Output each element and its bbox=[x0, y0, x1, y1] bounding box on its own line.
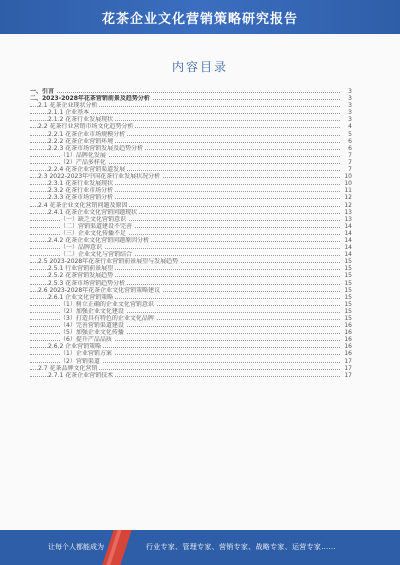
toc-entry-label: 2.2.2 花茶企业营销环境 bbox=[48, 137, 114, 145]
toc-entry[interactable] bbox=[30, 95, 352, 102]
toc-entry-page-number: 15 bbox=[340, 265, 352, 272]
toc-entry[interactable] bbox=[30, 287, 352, 294]
toc-entry-page-number: 3 bbox=[340, 102, 352, 109]
footer-slogan-left: 让每个人都能成为 bbox=[48, 543, 104, 551]
toc-entry-label: 2.3 2022-2023年中国花茶行业发展状况分析 bbox=[38, 173, 161, 181]
toc-leader-dots bbox=[30, 92, 340, 93]
toc-entry-label: 2.4.1 花茶企业文化营销问题现状 bbox=[48, 208, 138, 216]
toc-entry[interactable] bbox=[30, 272, 352, 279]
toc-entry[interactable] bbox=[30, 166, 352, 173]
toc-entry-label: （2）营销渠道 bbox=[60, 357, 100, 365]
toc-entry[interactable] bbox=[30, 350, 352, 357]
toc-entry-label: 2.4.2 花茶企业文化营销问题原因分析 bbox=[48, 236, 150, 244]
toc-entry-label: （1）企业营销方案 bbox=[60, 350, 112, 358]
toc-entry-page-number: 14 bbox=[340, 244, 352, 251]
footer-slogan-right: 行业专家、管理专家、营销专家、战略专家、运营专家…… bbox=[146, 543, 336, 551]
toc-entry-page-number: 6 bbox=[340, 138, 352, 145]
toc-entry-label: 2.6.2 企业营销策略 bbox=[48, 343, 102, 351]
toc-entry-page-number: 7 bbox=[340, 166, 352, 173]
toc-entry-page-number: 16 bbox=[340, 336, 352, 343]
toc-entry-page-number: 16 bbox=[340, 343, 352, 350]
toc-entry-label: 2.2.1 花茶企业市场规模分析 bbox=[48, 130, 126, 138]
toc-entry-label: 2.2.3 花茶市场营销发展及趋势分析 bbox=[48, 144, 144, 152]
toc-entry[interactable] bbox=[30, 159, 352, 166]
toc-entry[interactable] bbox=[30, 258, 352, 265]
toc-entry-page-number: 15 bbox=[340, 258, 352, 265]
toc-entry[interactable] bbox=[30, 308, 352, 315]
toc-entry-label: （2）加强企业文化建设 bbox=[60, 307, 124, 315]
toc-entry-label: 二、2023-2028年花茶营销前景及趋势分析 bbox=[30, 95, 150, 103]
toc-entry-label: （2）产品多样化 bbox=[60, 158, 106, 166]
toc-entry-label: 2.6.1 企业文化营销策略 bbox=[48, 293, 114, 301]
toc-entry-page-number: 14 bbox=[340, 230, 352, 237]
toc-entry[interactable] bbox=[30, 251, 352, 258]
toc-entry[interactable] bbox=[30, 244, 352, 251]
toc-entry-label: （1）树立正确的企业文化营销意识 bbox=[60, 300, 154, 308]
toc-entry-label: （6）提升产品品质 bbox=[60, 336, 112, 344]
toc-entry-label: 2.2.4 花茶企业营销渠道发展 bbox=[48, 166, 126, 174]
toc-entry-page-number: 16 bbox=[340, 329, 352, 336]
toc-entry-page-number: 13 bbox=[340, 209, 352, 216]
toc-entry-label: （一）品牌意识 bbox=[60, 244, 103, 252]
toc-entry[interactable] bbox=[30, 102, 352, 109]
toc-entry-label: 2.1 花茶企业现状分析 bbox=[38, 102, 98, 110]
table-of-contents bbox=[30, 88, 352, 526]
toc-entry-label: 2.3.1 花茶行业发展现状 bbox=[48, 180, 114, 188]
toc-entry-page-number: 10 bbox=[340, 180, 352, 187]
toc-entry-page-number: 6 bbox=[340, 145, 352, 152]
toc-entry[interactable] bbox=[30, 237, 352, 244]
toc-entry-page-number: 15 bbox=[340, 287, 352, 294]
toc-entry-page-number: 13 bbox=[340, 216, 352, 223]
toc-entry[interactable] bbox=[30, 138, 352, 145]
toc-entry-label: 2.7 花茶品牌文化营销 bbox=[38, 364, 98, 372]
toc-entry-label: 2.1.2 花茶行业发展现状 bbox=[48, 116, 114, 124]
toc-entry-label: 2.3.2 花茶行业市场分析 bbox=[48, 187, 114, 195]
toc-entry[interactable] bbox=[30, 202, 352, 209]
footer-bar bbox=[0, 530, 400, 565]
toc-entry-page-number: 17 bbox=[340, 365, 352, 372]
toc-entry[interactable] bbox=[30, 301, 352, 308]
toc-entry-label: 2.7.1 花茶企业营销技术 bbox=[48, 371, 114, 379]
toc-entry-page-number: 14 bbox=[340, 237, 352, 244]
toc-entry-page-number: 3 bbox=[340, 116, 352, 123]
toc-entry-page-number: 16 bbox=[340, 322, 352, 329]
toc-entry[interactable] bbox=[30, 294, 352, 301]
toc-entry[interactable] bbox=[30, 223, 352, 230]
toc-entry[interactable] bbox=[30, 230, 352, 237]
toc-entry[interactable] bbox=[30, 315, 352, 322]
toc-entry-label: 2.3.3 花茶市场营销分析 bbox=[48, 194, 114, 202]
toc-entry[interactable] bbox=[30, 194, 352, 201]
toc-entry-page-number: 15 bbox=[340, 315, 352, 322]
toc-entry[interactable] bbox=[30, 365, 352, 372]
toc-entry-page-number: 15 bbox=[340, 280, 352, 287]
toc-entry[interactable] bbox=[30, 343, 352, 350]
toc-entry-label: （4）完善营销渠道建设 bbox=[60, 322, 124, 330]
report-header-bar bbox=[0, 0, 400, 34]
toc-entry-label: （二）企业文化与营销结合 bbox=[60, 251, 133, 259]
toc-entry-label: 2.5 2023-2028年花茶行业营销前景展望与发展趋势 bbox=[38, 258, 179, 266]
toc-entry[interactable] bbox=[30, 180, 352, 187]
toc-entry-label: 一、引言 bbox=[30, 88, 55, 95]
toc-entry-label: 2.1.1 企业基本 bbox=[48, 109, 90, 117]
toc-entry[interactable] bbox=[30, 322, 352, 329]
toc-entry[interactable] bbox=[30, 329, 352, 336]
toc-entry[interactable] bbox=[30, 109, 352, 116]
toc-entry[interactable] bbox=[30, 145, 352, 152]
toc-entry-page-number: 17 bbox=[340, 358, 352, 365]
toc-entry-page-number: 14 bbox=[340, 251, 352, 258]
toc-entry-page-number: 15 bbox=[340, 308, 352, 315]
toc-entry-page-number: 7 bbox=[340, 159, 352, 166]
report-title: 花茶企业文化营销策略研究报告 bbox=[101, 12, 298, 27]
toc-entry-page-number: 5 bbox=[340, 131, 352, 138]
toc-entry[interactable] bbox=[30, 88, 352, 95]
toc-entry-page-number: 12 bbox=[340, 194, 352, 201]
toc-entry-page-number: 16 bbox=[340, 350, 352, 357]
toc-entry-label: 2.2 花茶行业营销市场文化趋势分析 bbox=[38, 123, 134, 131]
toc-entry-page-number: 12 bbox=[340, 202, 352, 209]
toc-entry-label: （三）企业文化传播不足 bbox=[60, 229, 127, 237]
toc-entry-label: （一）缺乏文化营销意识 bbox=[60, 215, 127, 223]
toc-entry-label: 2.5.3 花茶市场营销趋势分析 bbox=[48, 279, 126, 287]
toc-entry-page-number: 11 bbox=[340, 187, 352, 194]
toc-entry-page-number: 7 bbox=[340, 152, 352, 159]
toc-entry-label: （5）加强企业文化传播 bbox=[60, 329, 124, 337]
toc-entry-page-number: 15 bbox=[340, 301, 352, 308]
toc-entry[interactable] bbox=[30, 372, 352, 379]
toc-entry-label: 2.6 2023-2028年花茶企业文化营销策略建议 bbox=[38, 286, 161, 294]
toc-entry-page-number: 10 bbox=[340, 173, 352, 180]
toc-entry-page-number: 3 bbox=[340, 109, 352, 116]
toc-entry[interactable] bbox=[30, 280, 352, 287]
toc-entry[interactable] bbox=[30, 358, 352, 365]
toc-entry-label: 2.5.1 行业营销前景展望 bbox=[48, 265, 114, 273]
toc-entry-label: （二）营销渠道建设不完善 bbox=[60, 222, 133, 230]
toc-entry-page-number: 17 bbox=[340, 372, 352, 379]
toc-entry[interactable] bbox=[30, 209, 352, 216]
toc-entry[interactable] bbox=[30, 152, 352, 159]
toc-entry-page-number: 14 bbox=[340, 223, 352, 230]
toc-entry[interactable] bbox=[30, 216, 352, 223]
toc-entry-label: 2.5.2 花茶营销发展趋势 bbox=[48, 272, 114, 280]
toc-entry-page-number: 3 bbox=[340, 88, 352, 95]
toc-entry[interactable] bbox=[30, 173, 352, 180]
toc-entry-label: （3）打造具有特色的企业文化品牌 bbox=[60, 315, 154, 322]
toc-entry-page-number: 3 bbox=[340, 95, 352, 102]
toc-heading: 内容目录 bbox=[171, 60, 228, 74]
toc-entry[interactable] bbox=[30, 131, 352, 138]
toc-entry[interactable] bbox=[30, 187, 352, 194]
toc-entry-label: 2.4 花茶企业文化营销问题及原因 bbox=[38, 201, 128, 209]
toc-entry[interactable] bbox=[30, 123, 352, 130]
toc-entry-page-number: 15 bbox=[340, 294, 352, 301]
toc-entry-page-number: 4 bbox=[340, 123, 352, 130]
toc-entry-label: （1）品牌化发展 bbox=[60, 151, 106, 159]
toc-entry[interactable] bbox=[30, 336, 352, 343]
toc-entry-page-number: 15 bbox=[340, 272, 352, 279]
toc-entry[interactable] bbox=[30, 116, 352, 123]
toc-entry[interactable] bbox=[30, 265, 352, 272]
